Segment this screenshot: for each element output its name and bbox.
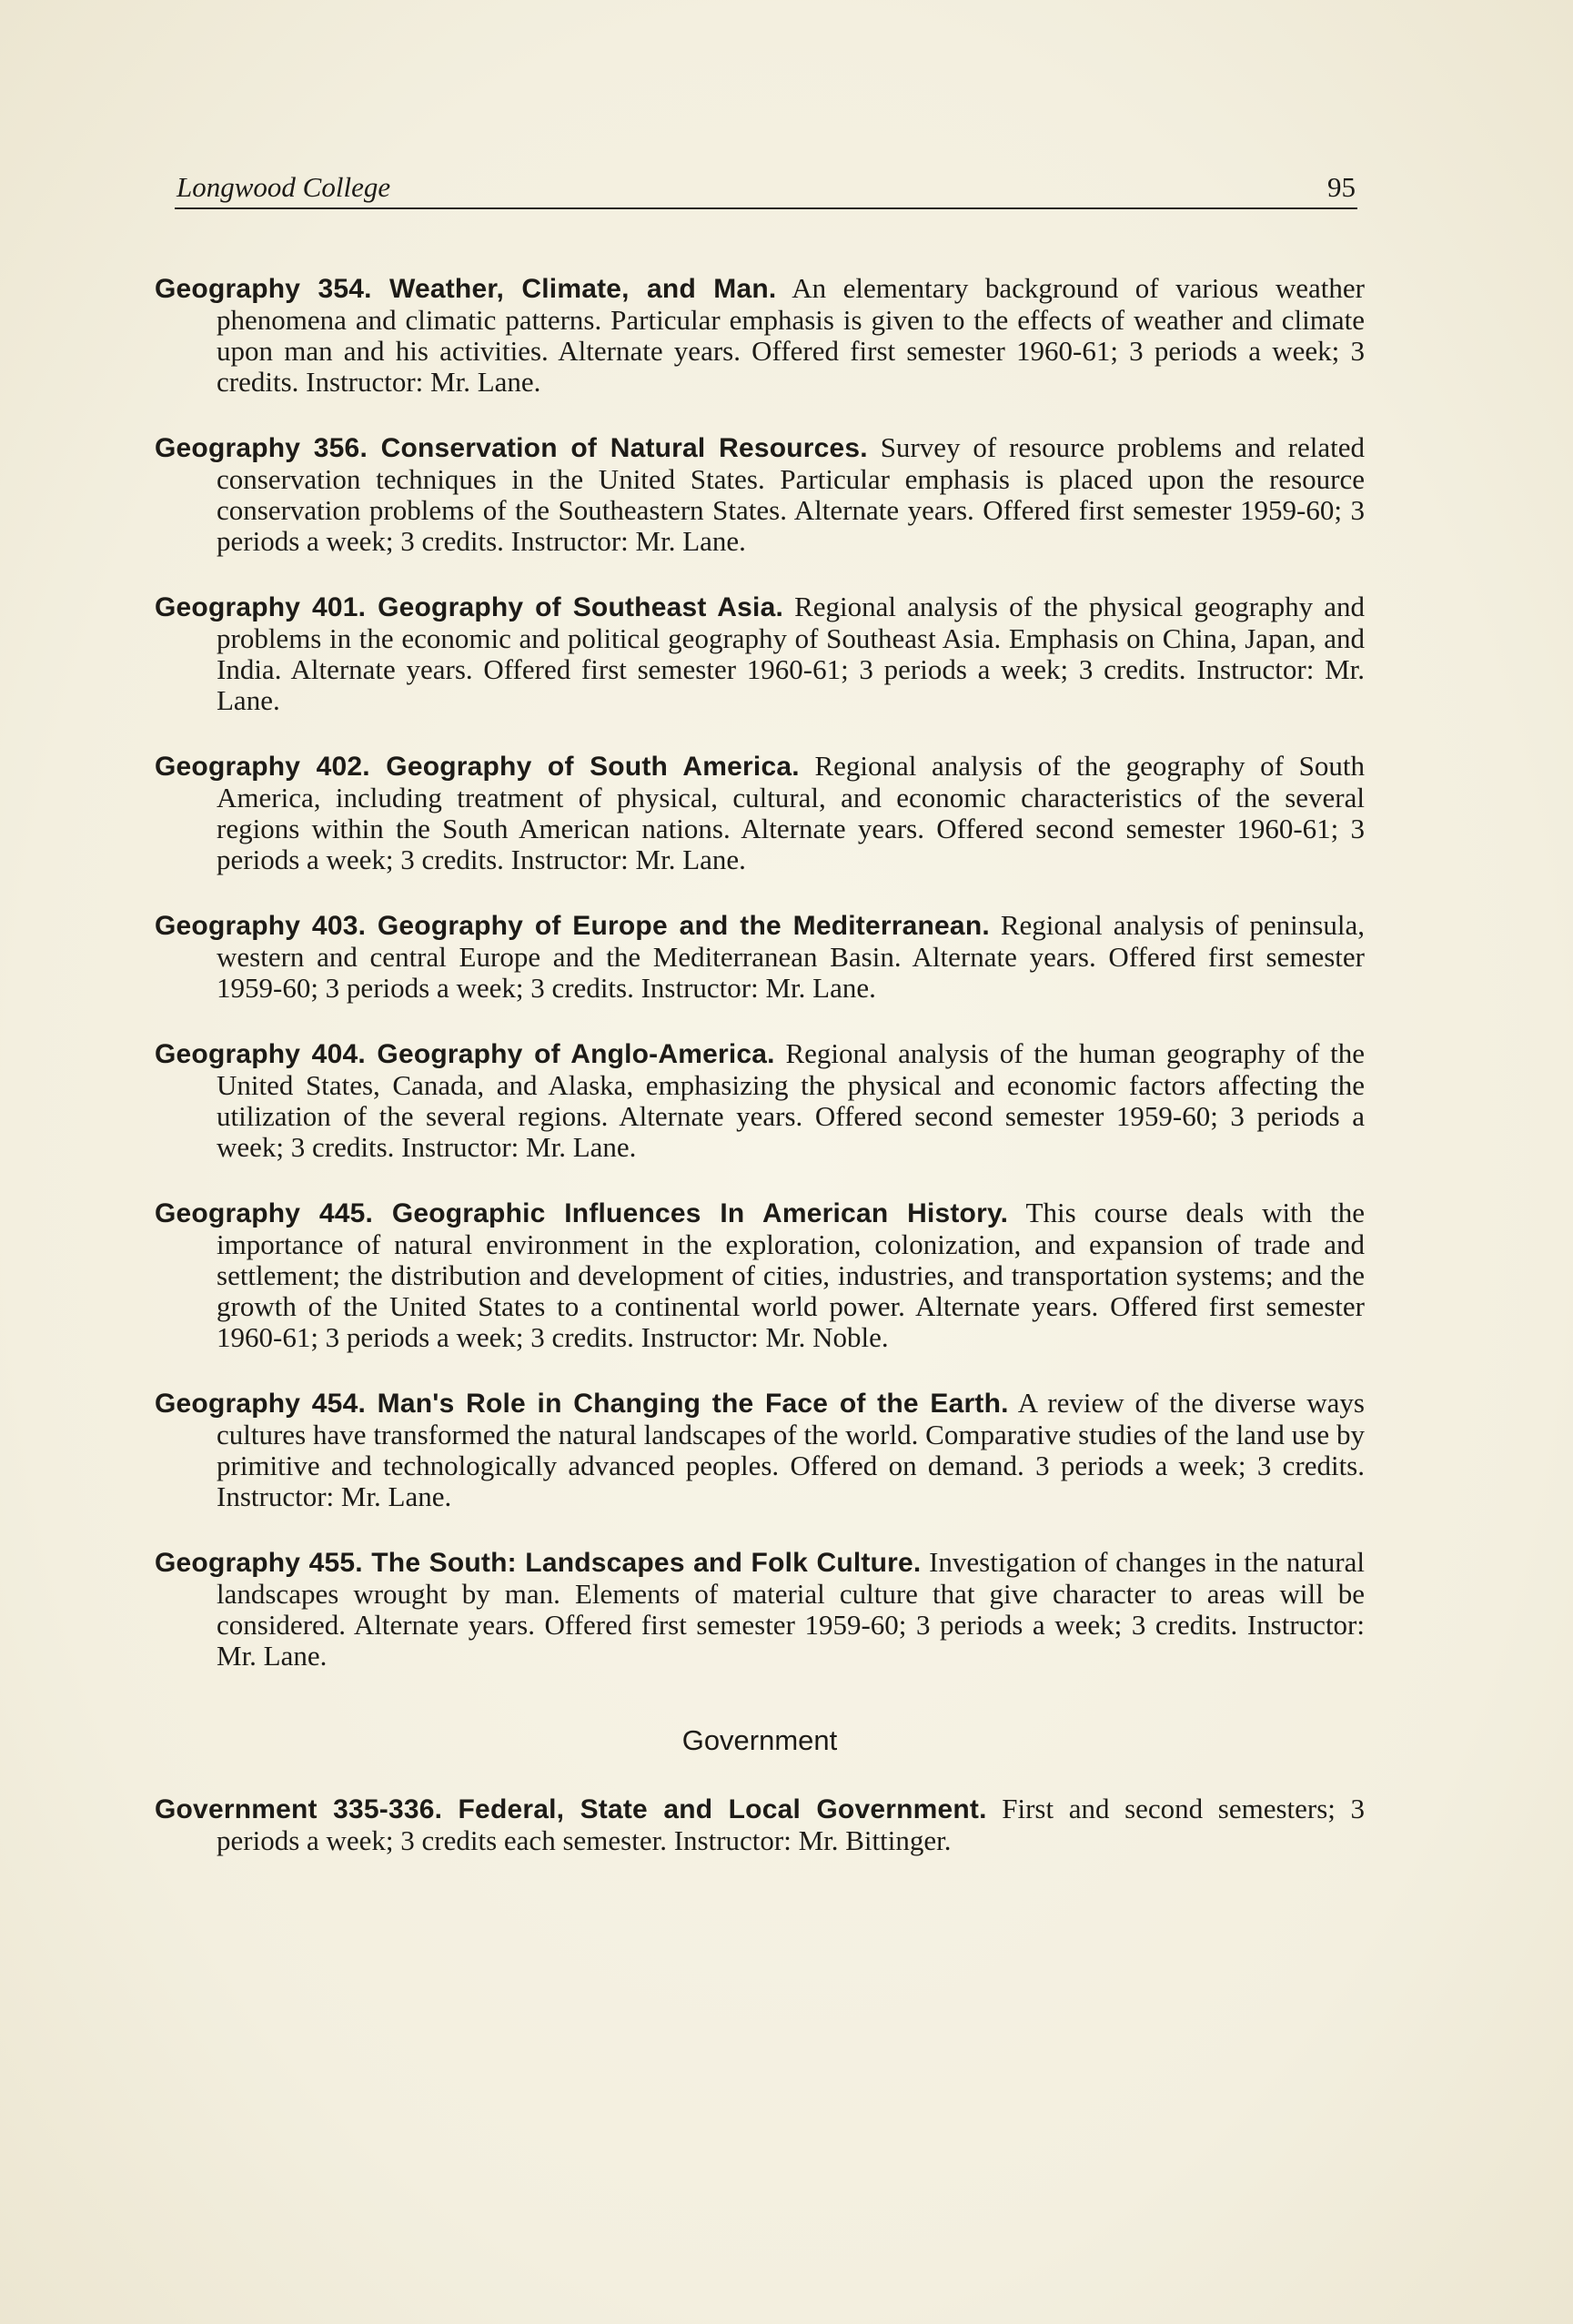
course-title: Geography of Southeast Asia. — [378, 592, 784, 622]
course-code: Geography 404. — [155, 1039, 366, 1069]
course-title: Weather, Climate, and Man. — [389, 274, 777, 304]
course-description: Regional analysis of the physical geography and problems in the economic and political geography of Southeast Asia. Emphasis on China, Japan, and India. Alternate years. Offered first semester 1960-61; 3 periods a week; 3 credits. Instructor: Mr. Lane. — [217, 591, 1366, 716]
course-entry-geography-354 — [155, 273, 1365, 398]
course-title: The South: Landscapes and Folk Culture. — [371, 1548, 922, 1578]
section-heading-government: Government — [681, 1724, 838, 1756]
course-code: Geography 356. — [155, 433, 368, 463]
course-entry-geography-455 — [155, 1547, 1365, 1672]
course-code: Government 335-336. — [155, 1794, 443, 1824]
course-listing — [155, 273, 1365, 1891]
course-heading — [155, 433, 868, 463]
course-description: Regional analysis of peninsula, western and central Europe and the Mediterranean Basin. Alternate years. Offered first semester 1959-60; 3 periods a week; 3 credits. Instructor: Mr. Lane. — [217, 909, 1365, 1004]
college-name: Longwood College — [176, 171, 391, 203]
course-description: A review of the diverse ways cultures have transformed the natural landscapes of the world. Comparative studies of the land use by primitive and technologically advanced peoples. Offered on demand. 3 periods a week; 3 credits. Instructor: Mr. Lane. — [217, 1387, 1365, 1512]
course-entry-geography-403 — [155, 910, 1365, 1004]
course-entry-geography-356 — [155, 432, 1365, 557]
page-number: 95 — [1327, 171, 1356, 203]
course-title: Federal, State and Local Government. — [458, 1794, 987, 1824]
course-title: Conservation of Natural Resources. — [380, 433, 868, 463]
course-entry-geography-402 — [155, 751, 1365, 875]
course-title: Geography of Anglo-America. — [377, 1039, 775, 1069]
course-description: First and second semesters; 3 periods a week; 3 credits each semester. Instructor: Mr. Bittinger. — [217, 1793, 1365, 1856]
course-code: Geography 445. — [155, 1198, 374, 1228]
course-description: Regional analysis of the geography of South America, including treatment of physical, cultural, and economic characteristics of the several regions within the South American nations. Alternate years. Offered second semester 1960-61; 3 periods a week; 3 credits. Instructor: Mr. Lane. — [217, 750, 1366, 875]
course-entry-geography-401 — [155, 591, 1365, 716]
course-heading — [155, 1039, 775, 1069]
course-heading — [155, 1198, 1008, 1228]
running-header — [175, 171, 1357, 209]
course-description: Survey of resource problems and related conservation techniques in the United States. Particular emphasis is placed upon the resource conservation problems of the Southeastern States. Alternate years. Offered first semester 1959-60; 3 periods a week; 3 credits. Instructor: Mr. Lane. — [217, 431, 1365, 557]
course-code: Geography 402. — [155, 752, 370, 782]
course-heading — [155, 274, 776, 304]
course-description: This course deals with the importance of natural environment in the exploration, colonization, and expansion of trade and settlement; the distribution and development of cities, industries, and transportation systems; and the growth of the United States to a continental world power. Alternate years. Offered first semester 1960-61; 3 periods a week; 3 credits. Instructor: Mr. Noble. — [217, 1197, 1366, 1353]
course-title: Geography of South America. — [386, 752, 800, 782]
course-heading — [155, 1794, 987, 1824]
course-title: Geographic Influences In American History. — [391, 1198, 1009, 1228]
course-heading — [155, 1389, 1009, 1419]
course-heading — [155, 911, 990, 941]
course-entry-geography-404 — [155, 1038, 1365, 1163]
course-title: Geography of Europe and the Mediterranean. — [377, 911, 990, 941]
course-code: Geography 455. — [155, 1548, 363, 1578]
course-entry-government-335-336 — [155, 1794, 1365, 1856]
course-heading — [155, 1548, 921, 1578]
course-code: Geography 454. — [155, 1389, 366, 1419]
course-description: Investigation of changes in the natural landscapes wrought by man. Elements of material culture that give character to areas will be considered. Alternate years. Offered first semester 1959-60; 3 periods a week; 3 credits. Instructor: Mr. Lane. — [217, 1546, 1365, 1672]
course-entry-geography-454 — [155, 1388, 1365, 1512]
course-heading — [155, 592, 783, 622]
course-code: Geography 403. — [155, 911, 367, 941]
course-description: Regional analysis of the human geography of the United States, Canada, and Alaska, emphasizing the physical and economic factors affecting the utilization of the several regions. Alternate years. Offered second semester 1959-60; 3 periods a week; 3 credits. Instructor: Mr. Lane. — [217, 1037, 1365, 1163]
course-entry-geography-445 — [155, 1197, 1365, 1353]
course-title: Man's Role in Changing the Face of the Earth. — [377, 1389, 1009, 1419]
course-heading — [155, 752, 800, 782]
course-description: An elementary background of various weather phenomena and climatic patterns. Particular emphasis is given to the effects of weather and climate upon man and his activities. Alternate years. Offered first semester 1960-61; 3 periods a week; 3 credits. Instructor: Mr. Lane. — [217, 272, 1366, 398]
course-code: Geography 401. — [155, 592, 367, 622]
course-code: Geography 354. — [155, 274, 372, 304]
